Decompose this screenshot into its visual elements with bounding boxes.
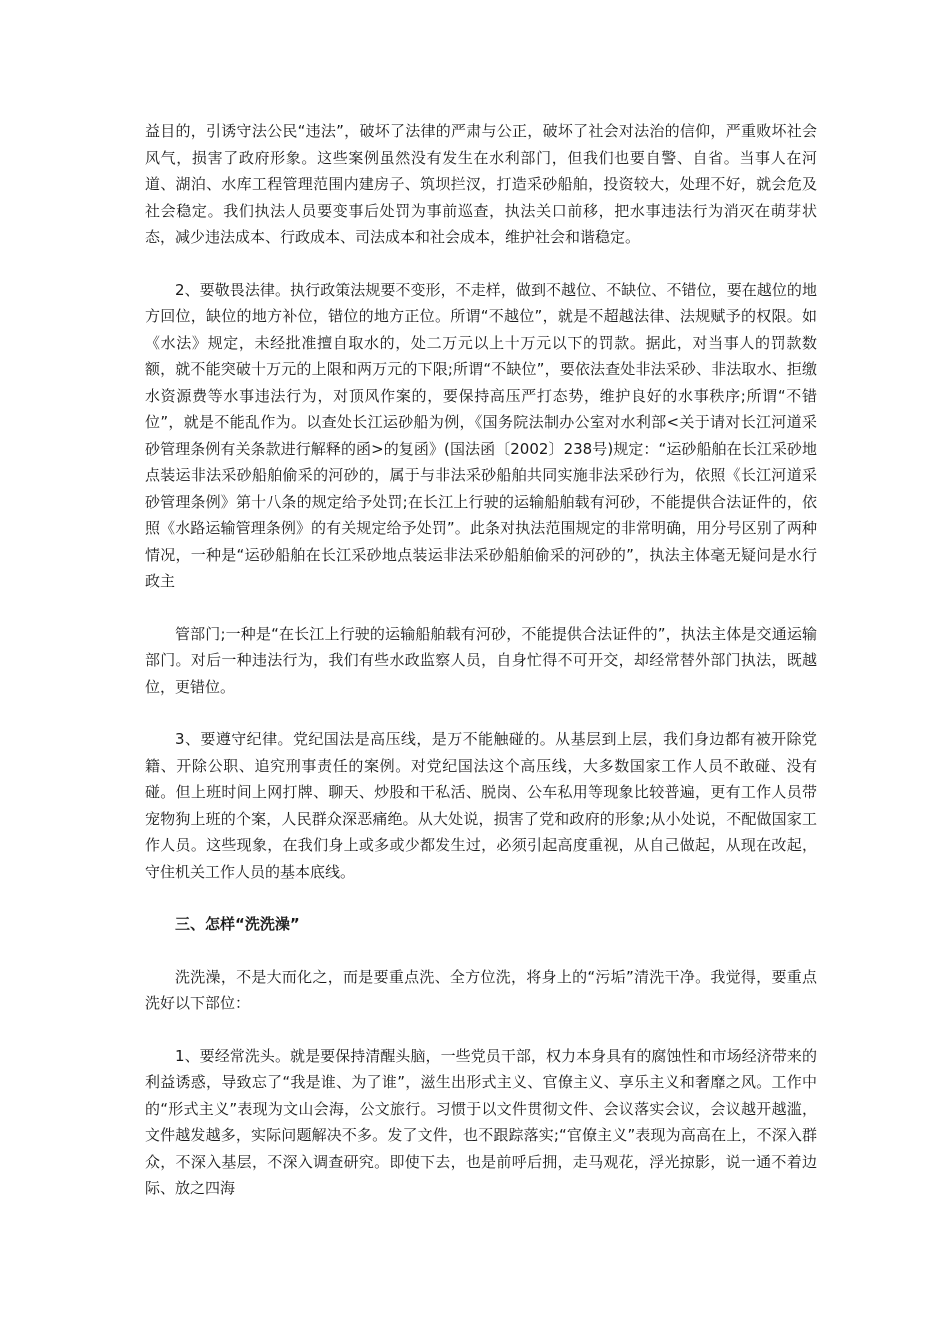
section-heading: 三、怎样“洗洗澡” bbox=[175, 915, 300, 933]
paragraph-wash-head: 1、要经常洗头。就是要保持清醒头脑，一些党员干部，权力本身具有的腐蚀性和市场经济带来的利益诱惑，导致忘了“我是谁、为了谁”，滋生出形式主义、官僚主义、享乐主义和奢靡之风。工作中的“形式主义”表现为文山会海，公文旅行。习惯于以文件贯彻文件、会议落实会议，会议越开越滥，文件越发越多，实际问题解决不多。发了文件，也不跟踪落实;“官僚主义”表现为高高在上，不深入群众，不深入基层，不深入调查研究。即使下去，也是前呼后拥，走马观花，浮光掠影，说一通不着边际、放之四海 bbox=[145, 1046, 817, 1197]
paragraph-obey-discipline: 3、要遵守纪律。党纪国法是高压线，是万不能触碰的。从基层到上层，我们身边都有被开除党籍、开除公职、追究刑事责任的案例。对党纪国法这个高压线，大多数国家工作人员不敢碰、没有碰。但上班时间上网打牌、聊天、炒股和干私活、脱岗、公车私用等现象比较普遍，更有工作人员带宠物狗上班的个案，人民群众深恶痛绝。从大处说，损害了党和政府的形象;从小处说，不配做国家工作人员。这些现象，在我们身上或多或少都发生过，必须引起高度重视，从自己做起，从现在改起，守住机关工作人员的基本底线。 bbox=[145, 730, 817, 881]
paragraph-respect-law-continued: 管部门;一种是“在长江上行驶的运输船舶载有河砂，不能提供合法证件的”，执法主体是交通运输部门。对后一种违法行为，我们有些水政监察人员，自身忙得不可开交，却经常替外部门执法，既越位，更错位。 bbox=[145, 624, 817, 696]
document-page bbox=[145, 118, 817, 1228]
paragraph-continued-intro: 益目的，引诱守法公民“违法”，破坏了法律的严肃与公正，破坏了社会对法治的信仰，严重败坏社会风气，损害了政府形象。这些案例虽然没有发生在水利部门，但我们也要自警、自省。当事人在河道、湖泊、水库工程管理范围内建房子、筑坝拦汊，打造采砂船舶，投资较大，处理不好，就会危及社会稳定。我们执法人员要变事后处罚为事前巡查，执法关口前移，把水事违法行为消灭在萌芽状态，减少违法成本、行政成本、司法成本和社会成本，维护社会和谐稳定。 bbox=[145, 122, 817, 246]
paragraph-bath-intro: 洗洗澡，不是大而化之，而是要重点洗、全方位洗，将身上的“污垢”清洗干净。我觉得，要重点洗好以下部位： bbox=[145, 967, 817, 1012]
paragraph-respect-law: 2、要敬畏法律。执行政策法规要不变形，不走样，做到不越位、不缺位、不错位，要在越位的地方回位，缺位的地方补位，错位的地方正位。所谓“不越位”，就是不超越法律、法规赋予的权限。如《水法》规定，未经批准擅自取水的，处二万元以上十万元以下的罚款。据此，对当事人的罚款数额，就不能突破十万元的上限和两万元的下限;所谓“不缺位”，要依法查处非法采砂、非法取水、拒缴水资源费等水事违法行为，对顶风作案的，要保持高压严打态势，维护良好的水事秩序;所谓“不错位”，就是不能乱作为。以查处长江运砂船为例，《国务院法制办公室对水利部<关于请对长江河道采砂管理条例有关条款进行解释的函>的复函》(国法函〔2002〕238号)规定：“运砂船舶在长江采砂地点装运非法采砂船舶偷采的河砂的，属于与非法采砂船舶共同实施非法采砂行为，依照《长江河道采砂管理条例》第十八条的规定给予处罚;在长江上行驶的运输船舶载有河砂，不能提供合法证件的，依照《水路运输管理条例》的有关规定给予处罚”。此条对执法范围规定的非常明确，用分号区别了两种情况，一种是“运砂船舶在长江采砂地点装运非法采砂船舶偷采的河砂的”，执法主体毫无疑问是水行政主 bbox=[145, 280, 817, 590]
